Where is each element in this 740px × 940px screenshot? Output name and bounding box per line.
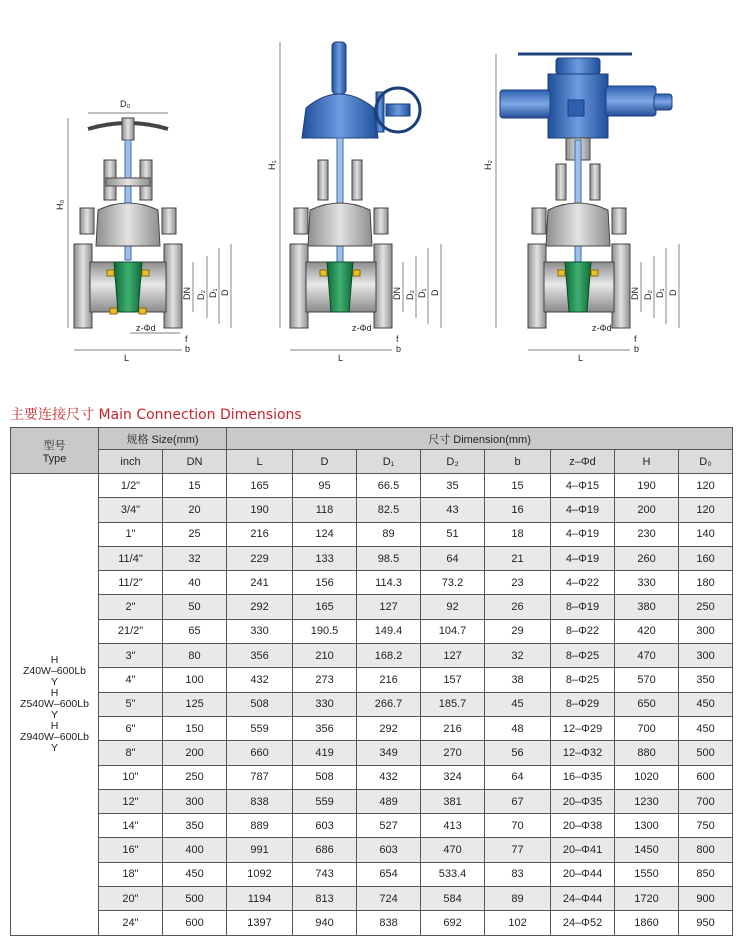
table-cell: 260 (615, 546, 679, 570)
electric-actuator-valve-drawing (483, 54, 679, 363)
table-cell: 838 (357, 911, 421, 935)
f-label: f (185, 334, 188, 344)
table-cell: 190.5 (293, 619, 357, 643)
d-label-2: D (430, 289, 440, 296)
table-cell: 1230 (615, 789, 679, 813)
table-cell: 23 (485, 571, 551, 595)
table-cell: 120 (679, 498, 733, 522)
table-cell: 413 (421, 814, 485, 838)
table-cell: 527 (357, 814, 421, 838)
table-cell: 420 (615, 619, 679, 643)
table-cell: 600 (163, 911, 227, 935)
h1-label: H₁ (267, 160, 277, 170)
table-cell: 559 (293, 789, 357, 813)
table-cell: 4–Φ19 (551, 498, 615, 522)
table-cell: 20–Φ35 (551, 789, 615, 813)
column-header: L (227, 450, 293, 474)
table-row (11, 498, 733, 522)
table-cell: 16 (485, 498, 551, 522)
column-header: inch (99, 450, 163, 474)
table-cell: 125 (163, 692, 227, 716)
table-cell: 43 (421, 498, 485, 522)
table-cell: 800 (679, 838, 733, 862)
table-cell: 787 (227, 765, 293, 789)
table-cell: 432 (357, 765, 421, 789)
column-header: H (615, 450, 679, 474)
table-cell: 70 (485, 814, 551, 838)
table-cell: 29 (485, 619, 551, 643)
table-cell: 160 (679, 546, 733, 570)
table-cell: 1860 (615, 911, 679, 935)
table-row (11, 716, 733, 740)
table-cell: 32 (163, 546, 227, 570)
table-cell: 82.5 (357, 498, 421, 522)
valve-type-line: Z540W–600Lb (20, 697, 89, 710)
valve-type-cell (11, 474, 99, 936)
table-cell: 600 (679, 765, 733, 789)
table-cell: 20–Φ41 (551, 838, 615, 862)
table-cell: 330 (293, 692, 357, 716)
table-cell: 273 (293, 668, 357, 692)
table-cell: 356 (293, 716, 357, 740)
table-row (11, 887, 733, 911)
d0-label: D₀ (120, 99, 131, 109)
table-cell: 114.3 (357, 571, 421, 595)
table-cell: 66.5 (357, 474, 421, 498)
table-cell: 292 (357, 716, 421, 740)
table-cell: 12–Φ32 (551, 741, 615, 765)
table-cell: 168.2 (357, 644, 421, 668)
table-cell: 654 (357, 862, 421, 886)
d2-label-2: D₂ (405, 290, 415, 300)
type-header (11, 428, 99, 474)
b-label-3: b (634, 344, 640, 354)
table-cell: 950 (679, 911, 733, 935)
table-cell: 584 (421, 887, 485, 911)
table-cell: 21 (485, 546, 551, 570)
table-cell: 83 (485, 862, 551, 886)
table-cell: 73.2 (421, 571, 485, 595)
table-cell: 533.4 (421, 862, 485, 886)
table-cell: 570 (615, 668, 679, 692)
d-label: D (220, 289, 230, 296)
table-cell: 330 (227, 619, 293, 643)
zphid-label-2: z-Φd (352, 323, 372, 333)
table-cell: 900 (679, 887, 733, 911)
table-cell: 1450 (615, 838, 679, 862)
table-cell: 190 (615, 474, 679, 498)
table-cell: 1300 (615, 814, 679, 838)
table-cell: 24" (99, 911, 163, 935)
table-cell: 270 (421, 741, 485, 765)
table-cell: 14" (99, 814, 163, 838)
table-cell: 6" (99, 716, 163, 740)
table-cell: 324 (421, 765, 485, 789)
table-cell: 350 (679, 668, 733, 692)
table-cell: 813 (293, 887, 357, 911)
column-header: D₀ (679, 450, 733, 474)
table-cell: 98.5 (357, 546, 421, 570)
table-cell: 4" (99, 668, 163, 692)
table-cell: 650 (615, 692, 679, 716)
zphid-label-3: z-Φd (592, 323, 612, 333)
d1-label-3: D₁ (655, 288, 665, 298)
table-cell: 20" (99, 887, 163, 911)
table-cell: 124 (293, 522, 357, 546)
column-header: b (485, 450, 551, 474)
valve-type-line: Z940W–600Lb (20, 730, 89, 743)
table-row (11, 741, 733, 765)
table-cell: 4–Φ15 (551, 474, 615, 498)
column-header: D (293, 450, 357, 474)
table-cell: 4–Φ19 (551, 546, 615, 570)
table-row (11, 692, 733, 716)
table-cell: 508 (293, 765, 357, 789)
table-cell: 489 (357, 789, 421, 813)
valve-type-line: H (50, 653, 59, 666)
column-header: DN (163, 450, 227, 474)
table-cell: 140 (679, 522, 733, 546)
f-label-3: f (634, 334, 637, 344)
table-cell: 190 (227, 498, 293, 522)
dn-label-2: DN (392, 287, 402, 300)
table-cell: 11/2" (99, 571, 163, 595)
table-cell: 450 (679, 716, 733, 740)
table-cell: 180 (679, 571, 733, 595)
table-cell: 102 (485, 911, 551, 935)
valve-drawings (0, 0, 740, 400)
l-label-2: L (338, 353, 344, 363)
table-cell: 200 (163, 741, 227, 765)
b-label: b (185, 344, 191, 354)
table-cell: 1194 (227, 887, 293, 911)
valve-type-line: H (50, 719, 59, 732)
table-cell: 350 (163, 814, 227, 838)
table-row (11, 619, 733, 643)
table-row (11, 595, 733, 619)
table-cell: 686 (293, 838, 357, 862)
table-cell: 380 (615, 595, 679, 619)
table-cell: 64 (485, 765, 551, 789)
table-row (11, 911, 733, 935)
table-cell: 508 (227, 692, 293, 716)
table-cell: 3" (99, 644, 163, 668)
table-cell: 400 (163, 838, 227, 862)
table-cell: 500 (679, 741, 733, 765)
handwheel-valve-drawing (55, 99, 231, 363)
table-cell: 8–Φ22 (551, 619, 615, 643)
column-header: D₂ (421, 450, 485, 474)
table-cell: 127 (357, 595, 421, 619)
table-cell: 38 (485, 668, 551, 692)
table-cell: 21/2" (99, 619, 163, 643)
table-cell: 660 (227, 741, 293, 765)
table-cell: 432 (227, 668, 293, 692)
table-cell: 4–Φ22 (551, 571, 615, 595)
h0-label: H₀ (55, 199, 65, 210)
table-cell: 65 (163, 619, 227, 643)
table-cell: 20–Φ44 (551, 862, 615, 886)
column-header-row (11, 450, 733, 474)
gear-operated-valve-drawing (267, 42, 441, 363)
table-cell: 8–Φ19 (551, 595, 615, 619)
table-cell: 8–Φ25 (551, 668, 615, 692)
table-cell: 559 (227, 716, 293, 740)
column-header: z–Φd (551, 450, 615, 474)
table-cell: 120 (679, 474, 733, 498)
table-cell: 450 (163, 862, 227, 886)
table-cell: 724 (357, 887, 421, 911)
table-row (11, 571, 733, 595)
table-cell: 95 (293, 474, 357, 498)
table-cell: 80 (163, 644, 227, 668)
table-cell: 20 (163, 498, 227, 522)
table-cell: 292 (227, 595, 293, 619)
l-label: L (124, 353, 130, 363)
table-cell: 165 (293, 595, 357, 619)
table-cell: 26 (485, 595, 551, 619)
table-cell: 1720 (615, 887, 679, 911)
table-cell: 300 (679, 644, 733, 668)
table-cell: 92 (421, 595, 485, 619)
table-cell: 149.4 (357, 619, 421, 643)
table-row (11, 862, 733, 886)
table-cell: 16–Φ35 (551, 765, 615, 789)
table-cell: 1397 (227, 911, 293, 935)
table-row (11, 668, 733, 692)
valve-type-line: H (50, 686, 59, 699)
table-row (11, 644, 733, 668)
table-cell: 156 (293, 571, 357, 595)
table-cell: 700 (615, 716, 679, 740)
table-cell: 12–Φ29 (551, 716, 615, 740)
table-cell: 51 (421, 522, 485, 546)
valve-type-line: Y (50, 741, 58, 754)
table-cell: 127 (421, 644, 485, 668)
table-cell: 450 (679, 692, 733, 716)
table-cell: 2" (99, 595, 163, 619)
dimension-header: 尺寸 Dimension(mm) (227, 428, 733, 450)
table-cell: 118 (293, 498, 357, 522)
table-cell: 1020 (615, 765, 679, 789)
table-cell: 250 (163, 765, 227, 789)
table-cell: 100 (163, 668, 227, 692)
table-cell: 743 (293, 862, 357, 886)
table-cell: 18 (485, 522, 551, 546)
table-cell: 880 (615, 741, 679, 765)
zphid-label: z-Φd (136, 323, 156, 333)
table-cell: 32 (485, 644, 551, 668)
table-cell: 89 (485, 887, 551, 911)
d1-label: D₁ (208, 288, 218, 298)
size-header: 规格 Size(mm) (99, 428, 227, 450)
d2-label: D₂ (196, 290, 206, 300)
table-cell: 750 (679, 814, 733, 838)
table-cell: 18" (99, 862, 163, 886)
table-cell: 15 (485, 474, 551, 498)
table-row (11, 789, 733, 813)
table-cell: 15 (163, 474, 227, 498)
table-cell: 940 (293, 911, 357, 935)
table-cell: 3/4" (99, 498, 163, 522)
table-cell: 991 (227, 838, 293, 862)
f-label-2: f (396, 334, 399, 344)
table-cell: 1/2" (99, 474, 163, 498)
table-cell: 24–Φ44 (551, 887, 615, 911)
table-row (11, 474, 733, 498)
table-cell: 1" (99, 522, 163, 546)
table-cell: 157 (421, 668, 485, 692)
table-cell: 229 (227, 546, 293, 570)
table-row (11, 546, 733, 570)
table-cell: 12" (99, 789, 163, 813)
dn-label-3: DN (630, 287, 640, 300)
table-cell: 216 (357, 668, 421, 692)
table-cell: 603 (293, 814, 357, 838)
b-label-2: b (396, 344, 402, 354)
table-cell: 470 (615, 644, 679, 668)
table-cell: 5" (99, 692, 163, 716)
h2-label: H₂ (483, 160, 493, 170)
table-cell: 850 (679, 862, 733, 886)
section-title: 主要连接尺寸 Main Connection Dimensions (10, 407, 302, 423)
table-cell: 25 (163, 522, 227, 546)
table-cell: 692 (421, 911, 485, 935)
table-cell: 50 (163, 595, 227, 619)
table-cell: 300 (679, 619, 733, 643)
dimensions-table-body (11, 474, 733, 936)
table-cell: 4–Φ19 (551, 522, 615, 546)
valve-type-line: Y (50, 675, 58, 688)
d1-label-2: D₁ (417, 288, 427, 298)
table-cell: 470 (421, 838, 485, 862)
table-cell: 185.7 (421, 692, 485, 716)
table-cell: 104.7 (421, 619, 485, 643)
table-row (11, 765, 733, 789)
table-cell: 230 (615, 522, 679, 546)
table-row (11, 814, 733, 838)
table-cell: 1092 (227, 862, 293, 886)
table-cell: 200 (615, 498, 679, 522)
table-cell: 67 (485, 789, 551, 813)
table-cell: 8–Φ29 (551, 692, 615, 716)
table-cell: 330 (615, 571, 679, 595)
table-cell: 241 (227, 571, 293, 595)
table-cell: 300 (163, 789, 227, 813)
table-cell: 603 (357, 838, 421, 862)
table-cell: 889 (227, 814, 293, 838)
table-cell: 210 (293, 644, 357, 668)
table-cell: 45 (485, 692, 551, 716)
dimensions-table (10, 427, 733, 936)
table-cell: 89 (357, 522, 421, 546)
table-cell: 11/4" (99, 546, 163, 570)
table-cell: 266.7 (357, 692, 421, 716)
d-label-3: D (668, 289, 678, 296)
table-cell: 8–Φ25 (551, 644, 615, 668)
table-cell: 64 (421, 546, 485, 570)
table-cell: 216 (227, 522, 293, 546)
table-cell: 10" (99, 765, 163, 789)
table-cell: 700 (679, 789, 733, 813)
table-cell: 133 (293, 546, 357, 570)
table-cell: 216 (421, 716, 485, 740)
column-header: D₁ (357, 450, 421, 474)
table-cell: 48 (485, 716, 551, 740)
table-cell: 838 (227, 789, 293, 813)
dn-label: DN (182, 287, 192, 300)
table-cell: 381 (421, 789, 485, 813)
table-cell: 356 (227, 644, 293, 668)
l-label-3: L (578, 353, 584, 363)
table-cell: 250 (679, 595, 733, 619)
table-cell: 8" (99, 741, 163, 765)
valve-type-line: Y (50, 708, 58, 721)
table-cell: 165 (227, 474, 293, 498)
table-cell: 500 (163, 887, 227, 911)
table-cell: 419 (293, 741, 357, 765)
table-cell: 1550 (615, 862, 679, 886)
table-cell: 349 (357, 741, 421, 765)
d2-label-3: D₂ (643, 290, 653, 300)
table-cell: 24–Φ52 (551, 911, 615, 935)
table-cell: 20–Φ38 (551, 814, 615, 838)
table-cell: 150 (163, 716, 227, 740)
table-row (11, 838, 733, 862)
table-cell: 35 (421, 474, 485, 498)
type-header-en: Type (42, 452, 67, 465)
valve-type-line: Z40W–600Lb (22, 664, 87, 677)
table-cell: 40 (163, 571, 227, 595)
table-cell: 16" (99, 838, 163, 862)
table-cell: 56 (485, 741, 551, 765)
table-cell: 77 (485, 838, 551, 862)
table-row (11, 522, 733, 546)
type-header-cn: 型号 (43, 439, 66, 452)
